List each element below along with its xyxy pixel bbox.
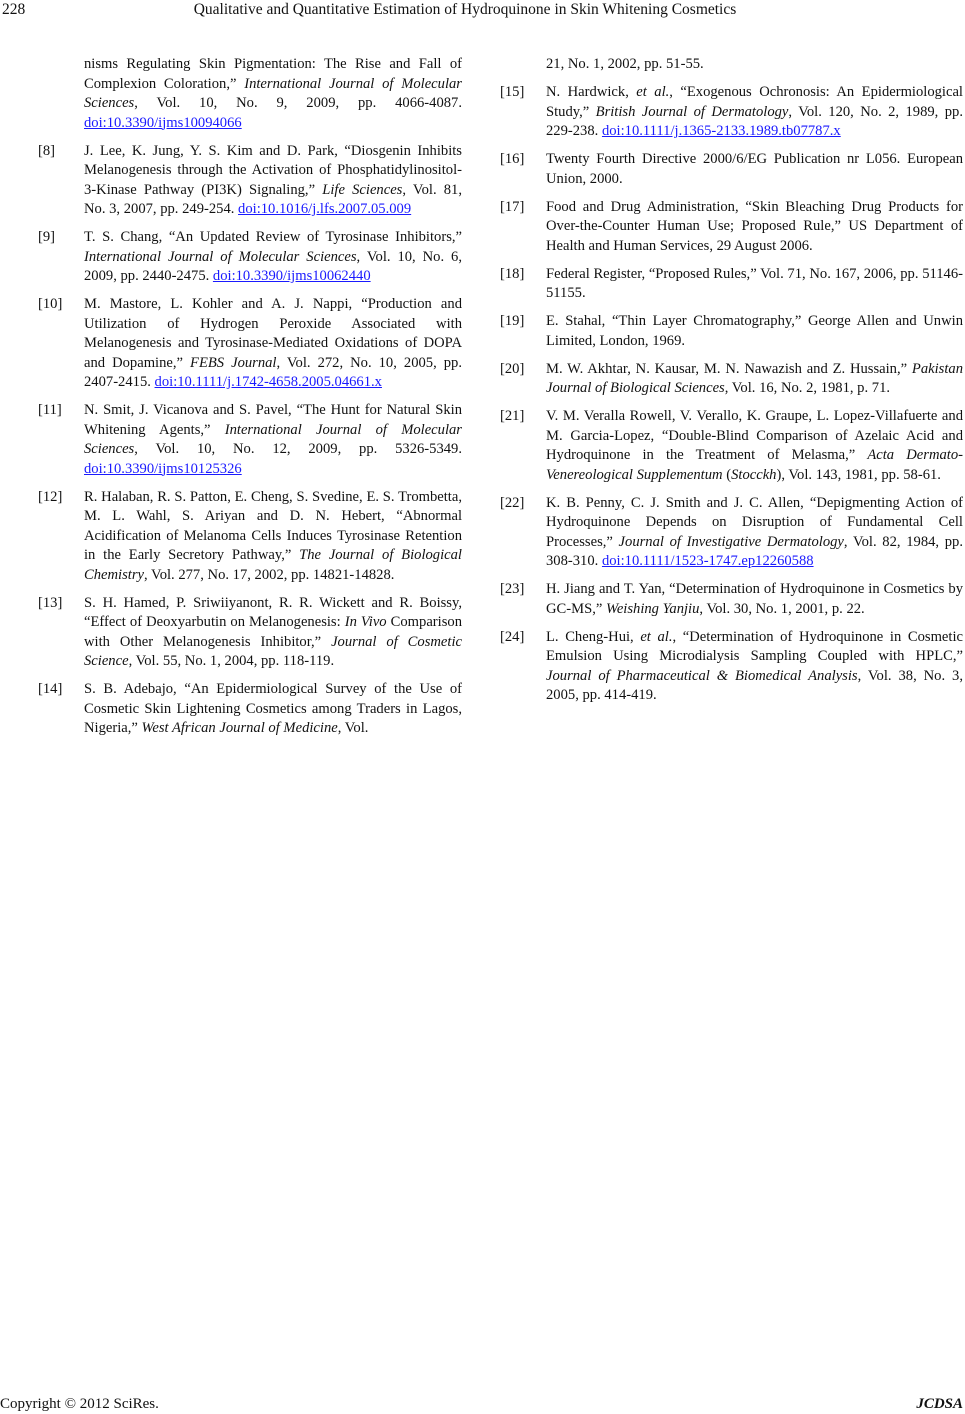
reference-number: [8] xyxy=(38,142,56,159)
reference-entry xyxy=(500,407,963,485)
reference-entry xyxy=(38,142,462,220)
reference-entry xyxy=(500,312,963,351)
reference-text xyxy=(546,265,963,304)
reference-segment: Federal Register, “Proposed Rules,” Vol. 71, No. 167, 2006, pp. 51146-51155. xyxy=(546,265,963,301)
reference-entry xyxy=(38,401,462,479)
doi-link[interactable]: doi:10.1111/j.1365-2133.1989.tb07787.x xyxy=(601,123,841,139)
reference-segment: ( xyxy=(722,466,732,483)
italic-title: et al. xyxy=(640,628,673,645)
reference-segment: Food and Drug Administration, “Skin Bleaching Drug Products for Over-the-Counter Human Use; Proposed Rule,” US Department of Health and Human Services, 29 August 2006. xyxy=(546,198,963,254)
doi-link[interactable]: doi:10.1111/1523-1747.ep12260588 xyxy=(601,553,814,569)
reference-segment: R. Halaban, R. S. Patton, E. Cheng, S. Svedine, E. S. Trombetta, M. L. Wahl, S. Ariyan and D. N. Hebert, “Abnormal Acidification of Melanoma Cells Induces Tyrosinase Retention in the Early Secretory Pathway,” xyxy=(84,488,462,563)
reference-text xyxy=(84,228,462,287)
doi-link[interactable]: doi:10.1016/j.lfs.2007.05.009 xyxy=(238,201,412,217)
reference-entry xyxy=(500,265,963,304)
reference-segment: Comparison with Other Melanogenesis Inhibitor,” xyxy=(84,614,462,650)
reference-number: [18] xyxy=(500,265,525,282)
reference-segment: , Vol. 82, 1984, pp. 308-310. xyxy=(546,533,963,569)
reference-text xyxy=(84,401,462,479)
italic-title: In Vivo xyxy=(344,614,387,630)
reference-segment: , Vol. 16, No. 2, 1981, p. 71. xyxy=(724,380,891,396)
reference-segment: , “Determination of Hydroquinone in Cosmetic Emulsion Using Microdialysis Sampling Coupled with HPLC,” xyxy=(546,628,963,664)
reference-segment: , Vol. 120, No. 2, 1989, pp. 229-238. xyxy=(546,103,963,139)
reference-text xyxy=(546,150,963,189)
reference-text xyxy=(546,312,963,351)
reference-text xyxy=(84,680,462,739)
reference-entry xyxy=(38,228,462,287)
reference-text xyxy=(546,83,963,142)
italic-title: Weishing Yanjiu xyxy=(606,600,700,617)
reference-segment: K. B. Penny, C. J. Smith and J. C. Allen, “Depigmenting Action of Hydroquinone Depends on Disruption of Fundamental Cell Processes,” xyxy=(546,494,963,550)
reference-number: [9] xyxy=(38,229,56,245)
italic-title: International Journal of Molecular Sciences xyxy=(84,75,462,111)
reference-number: [15] xyxy=(500,84,525,100)
reference-segment: T. S. Chang, “An Updated Review of Tyrosinase Inhibitors,” xyxy=(84,229,462,245)
reference-text xyxy=(546,580,963,619)
right-column-references xyxy=(500,55,963,714)
reference-text xyxy=(84,295,462,393)
reference-segment: N. Smit, J. Vicanova and S. Pavel, “The Hunt for Natural Skin Whitening Agents,” xyxy=(84,402,462,438)
italic-title: The Journal of Biological Chemistry xyxy=(84,547,462,583)
reference-entry xyxy=(500,150,963,189)
reference-segment: ), Vol. 143, 1981, pp. 58-61. xyxy=(776,466,941,483)
italic-title: Pakistan Journal of Biological Sciences xyxy=(546,360,963,396)
italic-title: Acta Dermato-Venereological Supplementum xyxy=(546,447,963,483)
italic-title: West African Journal of Medicine xyxy=(141,720,338,736)
reference-entry xyxy=(38,488,462,586)
reference-entry xyxy=(500,628,963,706)
reference-number: [16] xyxy=(500,151,525,167)
journal-abbreviation: JCDSA xyxy=(916,1396,963,1412)
doi-link[interactable]: doi:10.1111/j.1742-4658.2005.04661.x xyxy=(154,374,382,390)
reference-segment: , Vol. 10, No. 6, 2009, pp. 2440-2475. xyxy=(84,248,463,284)
reference-text xyxy=(84,55,462,133)
page-number: 228 xyxy=(2,1,26,18)
reference-segment: 21, No. 1, 2002, pp. 51-55. xyxy=(546,56,704,72)
reference-text xyxy=(84,594,462,672)
italic-title: Journal of Pharmaceutical & Biomedical Analysis xyxy=(546,667,858,684)
reference-text xyxy=(546,198,963,257)
reference-entry xyxy=(38,594,462,672)
reference-text xyxy=(84,488,462,586)
reference-number: [23] xyxy=(500,581,525,597)
reference-segment: , “Exogenous Ochronosis: An Epidermiological Study,” xyxy=(546,84,963,120)
italic-title: Life Sciences xyxy=(322,181,403,198)
reference-entry xyxy=(500,83,963,142)
copyright-notice: Copyright © 2012 SciRes. xyxy=(0,1396,159,1412)
reference-number: [22] xyxy=(500,494,525,511)
reference-segment: H. Jiang and T. Yan, “Determination of Hydroquinone in Cosmetics by GC-MS,” xyxy=(546,581,963,617)
reference-entry xyxy=(38,295,462,393)
reference-segment: Twenty Fourth Directive 2000/6/EG Publication nr L056. European Union, 2000. xyxy=(546,151,963,187)
italic-title: Journal of Cosmetic Science xyxy=(84,633,462,669)
reference-segment: E. Stahal, “Thin Layer Chromatography,” George Allen and Unwin Limited, London, 1969. xyxy=(546,313,963,349)
italic-title: International Journal of Molecular Sciences xyxy=(84,421,462,457)
reference-entry xyxy=(500,198,963,257)
reference-number: [21] xyxy=(500,408,525,424)
reference-text xyxy=(546,55,963,75)
reference-text xyxy=(546,360,963,399)
italic-title: Journal of Investigative Dermatology xyxy=(618,533,844,550)
reference-segment: , Vol. 81, No. 3, 2007, pp. 249-254. xyxy=(84,181,463,217)
reference-entry xyxy=(500,360,963,399)
reference-text xyxy=(546,628,963,706)
reference-segment: , Vol. 38, No. 3, 2005, pp. 414-419. xyxy=(546,667,963,703)
reference-number: [10] xyxy=(38,296,63,312)
reference-segment: , Vol. 277, No. 17, 2002, pp. 14821-14828. xyxy=(144,566,395,583)
reference-segment: J. Lee, K. Jung, Y. S. Kim and D. Park, “Diosgenin Inhibits Melanogenesis through the Activation of Phosphatidylinositol-3-Kinase Pathway (PI3K) Signaling,” xyxy=(84,142,462,198)
reference-segment: S. H. Hamed, P. Sriwiiyanont, R. R. Wickett and R. Boissy, “Effect of Deoxyarbutin on Melanogenesis: xyxy=(84,594,462,630)
italic-title: International Journal of Molecular Sciences xyxy=(84,248,357,265)
reference-number: [12] xyxy=(38,488,63,505)
doi-link[interactable]: doi:10.3390/ijms10094066 xyxy=(84,114,242,131)
reference-number: [19] xyxy=(500,313,525,329)
reference-entry xyxy=(500,580,963,619)
reference-segment: S. B. Adebajo, “An Epidermiological Survey of the Use of Cosmetic Skin Lightening Cosmetics among Traders in Lagos, Nigeria,” xyxy=(84,681,462,736)
doi-link[interactable]: doi:10.3390/ijms10125326 xyxy=(84,460,242,477)
reference-segment: M. W. Akhtar, N. Kausar, M. N. Nawazish and Z. Hussain,” xyxy=(546,360,912,377)
reference-segment: , Vol. 272, No. 10, 2005, pp. 2407-2415. xyxy=(84,354,462,390)
reference-number: [17] xyxy=(500,198,525,215)
reference-segment: M. Mastore, L. Kohler and A. J. Nappi, “Production and Utilization of Hydrogen Peroxide Associated with Melanogenesis and Tyrosinase-Mediated Oxidations of DOPA and Dopamine,” xyxy=(84,296,462,371)
reference-segment: , Vol. 10, No. 12, 2009, pp. 5326-5349. xyxy=(134,441,462,457)
reference-text xyxy=(84,142,462,220)
reference-segment: L. Cheng-Hui, xyxy=(546,628,641,645)
reference-entry xyxy=(500,494,963,572)
italic-title: FEBS Journal xyxy=(190,354,277,371)
reference-entry xyxy=(38,680,462,739)
reference-text xyxy=(546,407,963,485)
reference-number: [24] xyxy=(500,628,525,645)
page-header xyxy=(0,0,965,22)
reference-number: [20] xyxy=(500,360,525,377)
reference-entry xyxy=(500,55,963,75)
reference-number: [11] xyxy=(38,402,62,418)
reference-number: [13] xyxy=(38,594,63,611)
reference-number: [14] xyxy=(38,681,63,697)
italic-title: British Journal of Dermatology xyxy=(595,103,789,120)
running-title: Qualitative and Quantitative Estimation of Hydroquinone in Skin Whitening Cosmetics xyxy=(193,1,737,18)
reference-segment: nisms Regulating Skin Pigmentation: The Rise and Fall of Complexion Coloration,” xyxy=(84,56,462,92)
reference-segment: , Vol. 55, No. 1, 2004, pp. 118-119. xyxy=(128,653,335,669)
italic-title: Stocckh xyxy=(731,466,777,483)
reference-segment: V. M. Veralla Rowell, V. Verallo, K. Graupe, L. Lopez-Villafuerte and M. Garcia-Lopez, “Double-Blind Comparison of Azelaic Acid and Hydroquinone in the Treatment of Melasma,” xyxy=(546,408,963,463)
reference-segment: , Vol. xyxy=(337,720,369,736)
doi-link[interactable]: doi:10.3390/ijms10062440 xyxy=(212,268,371,284)
italic-title: et al. xyxy=(636,84,670,100)
reference-segment: , Vol. 10, No. 9, 2009, pp. 4066-4087. xyxy=(134,95,462,111)
reference-segment: , Vol. 30, No. 1, 2001, p. 22. xyxy=(699,600,865,617)
left-column-references xyxy=(38,55,462,747)
reference-segment: N. Hardwick, xyxy=(546,84,637,100)
reference-text xyxy=(546,494,963,572)
reference-entry xyxy=(38,55,462,133)
